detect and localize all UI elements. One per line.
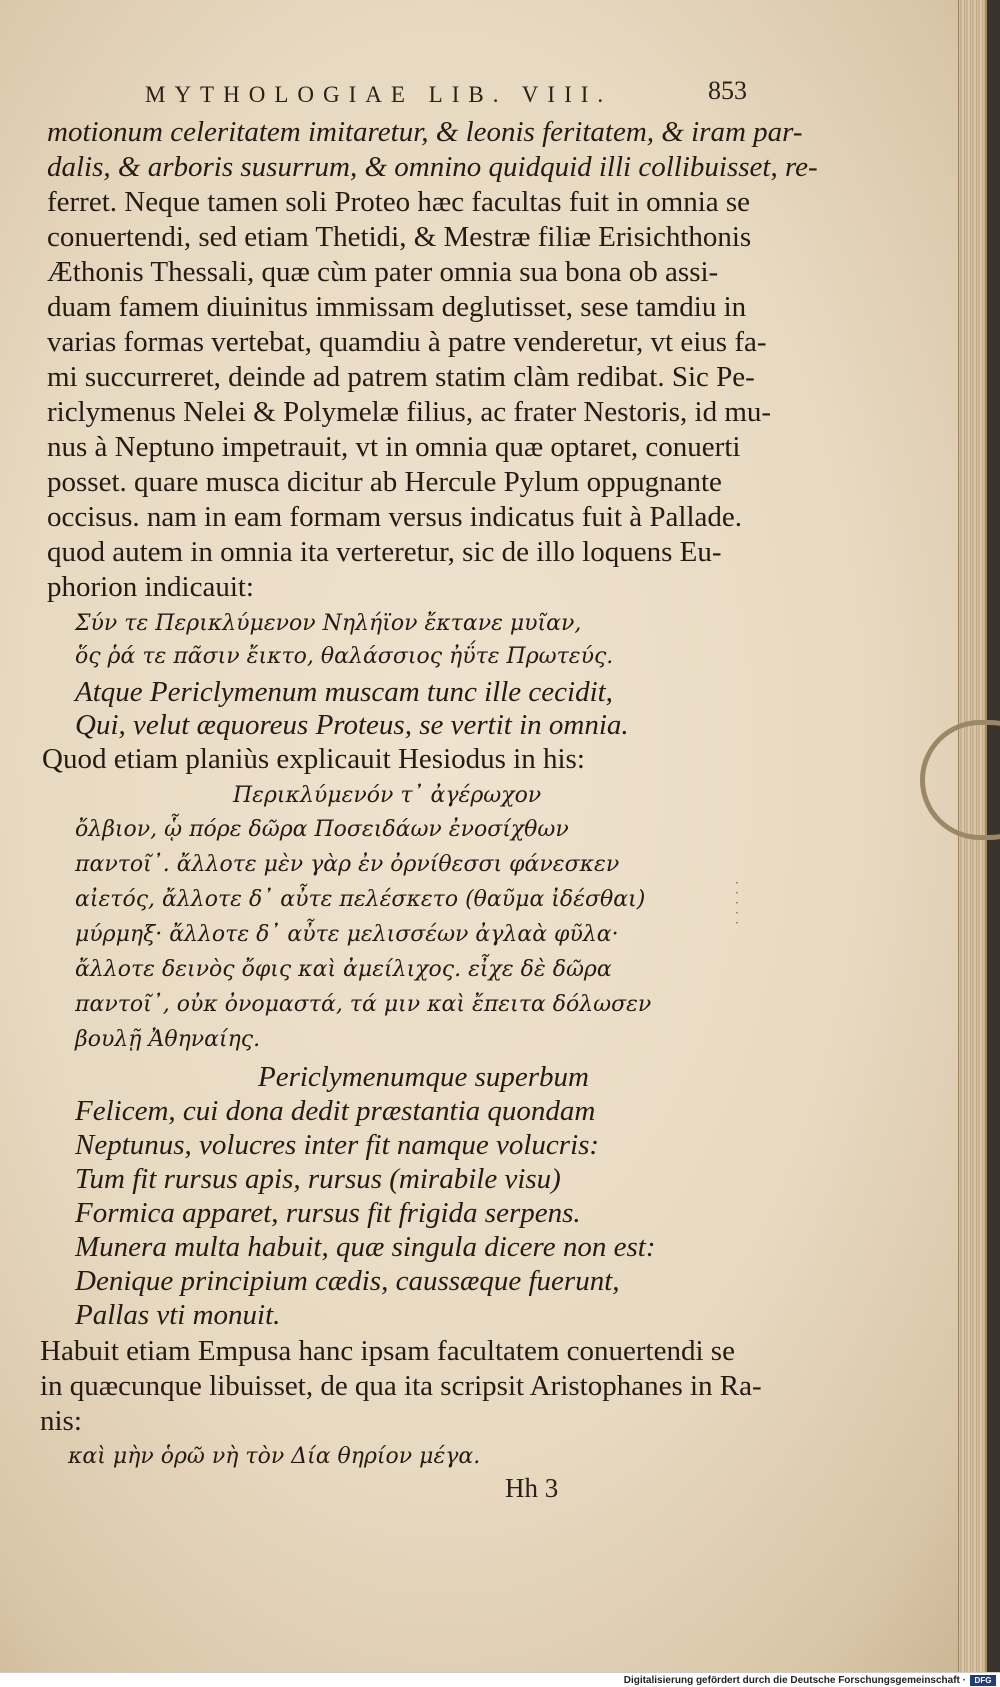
- text-line: mi succurreret, deinde ad patrem statim clàm redibat. Sic Pe-: [47, 361, 755, 393]
- margin-dots: · · · · ·: [735, 876, 739, 930]
- verse-line: Periclymenumque superbum: [258, 1061, 589, 1093]
- text-line: dalis, & arboris susurrum, & omnino quidquid illi collibuisset, re-: [47, 151, 818, 183]
- page-number: 853: [708, 76, 747, 105]
- greek-line: βουλῇ Ἀθηναίης.: [75, 1027, 261, 1052]
- greek-line: καὶ μὴν ὁρῶ νὴ τὸν Δία θηρίον μέγα.: [68, 1444, 481, 1469]
- greek-line: μύρμηξ· ἄλλοτε δ᾽ αὖτε μελισσέων ἀγλαὰ φῦλα·: [75, 922, 619, 947]
- running-head: MYTHOLOGIAE LIB. VIII.: [145, 82, 613, 107]
- text-line: phorion indicauit:: [47, 571, 254, 603]
- greek-line: ὄλβιον, ᾧ πόρε δῶρα Ποσειδάων ἐνοσίχθων: [75, 817, 569, 842]
- verse-line: Formica apparet, rursus fit frigida serpens.: [75, 1197, 581, 1229]
- verse-line: Tum fit rursus apis, rursus (mirabile visu): [75, 1163, 561, 1195]
- digitization-footer: [0, 1672, 1000, 1687]
- footer-credit: Digitalisierung gefördert durch die Deutsche Forschungsgemeinschaft ·: [623, 1675, 966, 1686]
- greek-line: παντοῖ᾽. ἄλλοτε μὲν γὰρ ἐν ὀρνίθεσσι φάνεσκεν: [75, 852, 620, 877]
- greek-line: ἄλλοτε δεινὸς ὄφις καὶ ἀμείλιχος. εἶχε δὲ δῶρα: [75, 957, 612, 982]
- text-line: conuertendi, sed etiam Thetidi, & Mestræ filiæ Erisichthonis: [47, 221, 752, 253]
- greek-line: αἰετός, ἄλλοτε δ᾽ αὖτε πελέσκετο (θαῦμα ἰδέσθαι): [75, 887, 646, 912]
- verse-line: Felicem, cui dona dedit præstantia quondam: [75, 1095, 596, 1127]
- verse-line: Atque Periclymenum muscam tunc ille cecidit,: [75, 676, 613, 708]
- text-line: varias formas vertebat, quamdiu à patre venderetur, vt eius fa-: [47, 326, 767, 358]
- verse-line: Neptunus, volucres inter fit namque volucris:: [75, 1129, 600, 1161]
- verse-line: Munera multa habuit, quæ singula dicere non est:: [75, 1231, 656, 1263]
- text-line: Quod etiam planiùs explicauit Hesiodus in his:: [42, 743, 585, 775]
- text-line: riclymenus Nelei & Polymelæ filius, ac frater Nestoris, id mu-: [47, 396, 772, 428]
- greek-line: παντοῖ᾽, οὐκ ὀνομαστά, τά μιν καὶ ἔπειτα δόλωσεν: [75, 992, 652, 1017]
- verse-line: Denique principium cædis, caussæque fuerunt,: [75, 1265, 620, 1297]
- text-line: Æthonis Thessali, quæ cùm pater omnia sua bona ob assi-: [47, 256, 719, 288]
- text-line: ferret. Neque tamen soli Proteo hæc facultas fuit in omnia se: [47, 186, 751, 218]
- greek-line: Περικλύμενόν τ᾽ ἀγέρωχον: [233, 783, 542, 808]
- dfg-logo: DFG: [970, 1675, 996, 1686]
- signature-mark: Hh 3: [505, 1473, 559, 1503]
- text-line: nus à Neptuno impetrauit, vt in omnia quæ optaret, conuerti: [47, 431, 741, 463]
- text-line: occisus. nam in eam formam versus indicatus fuit à Pallade.: [47, 501, 743, 533]
- verse-line: Pallas vti monuit.: [75, 1299, 281, 1331]
- text-line: quod autem in omnia ita verteretur, sic de illo loquens Eu-: [47, 536, 722, 568]
- book-clasp: [920, 720, 1000, 840]
- verse-line: Qui, velut æquoreus Proteus, se vertit in omnia.: [75, 709, 629, 741]
- text-line: in quæcunque libuisset, de qua ita scripsit Aristophanes in Ra-: [40, 1370, 762, 1402]
- text-line: motionum celeritatem imitaretur, & leonis feritatem, & iram par-: [47, 116, 803, 148]
- text-line: Habuit etiam Empusa hanc ipsam facultatem conuertendi se: [40, 1335, 735, 1367]
- text-line: nis:: [40, 1405, 82, 1437]
- text-line: duam famem diuinitus immissam deglutisset, sese tamdiu in: [47, 291, 747, 323]
- text-line: posset. quare musca dicitur ab Hercule Pylum oppugnante: [47, 466, 722, 498]
- greek-line: ὅς ῥά τε πᾶσιν ἔικτο, θαλάσσιος ἠΰτε Πρωτεύς.: [75, 644, 614, 669]
- greek-line: Σύν τε Περικλύμενον Νηλήϊον ἔκτανε μυῖαν,: [75, 611, 582, 636]
